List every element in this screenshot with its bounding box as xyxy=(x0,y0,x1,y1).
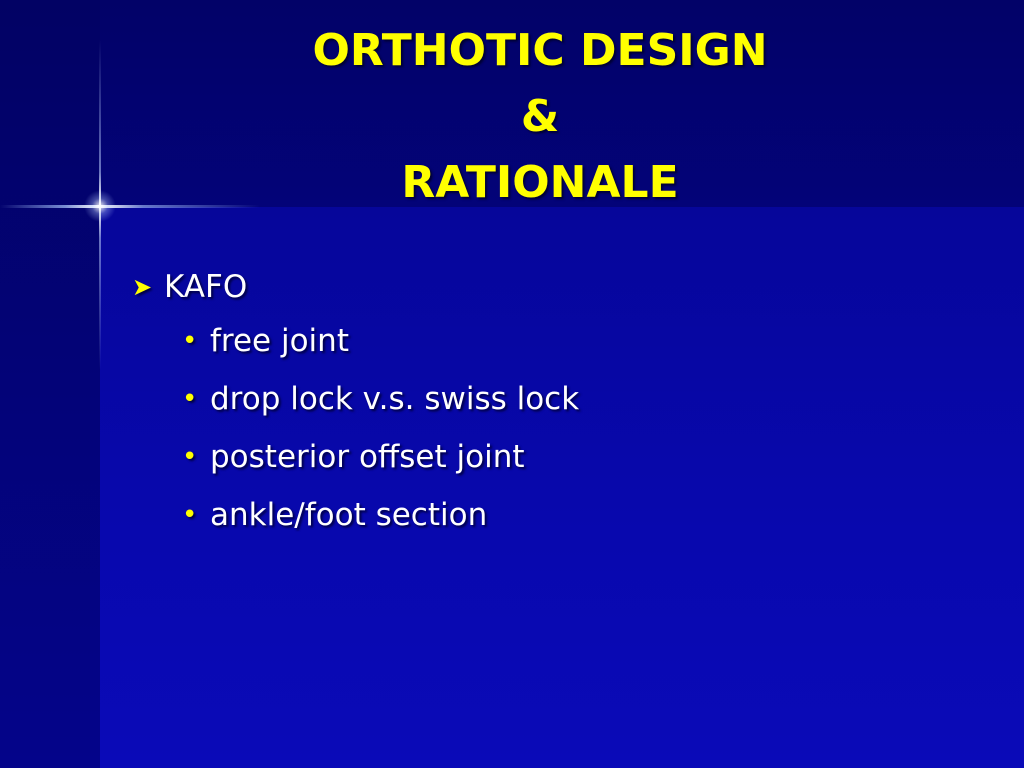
dot-bullet-icon: • xyxy=(182,326,198,356)
subbullet-item xyxy=(182,370,992,428)
dot-bullet-icon: • xyxy=(182,500,198,530)
subbullet-item xyxy=(182,428,992,486)
subbullet-text: posterior offset joint xyxy=(210,439,525,475)
subbullet-text: ankle/foot section xyxy=(210,497,488,533)
title-line-3: RATIONALE xyxy=(401,157,679,208)
subbullet-text: free joint xyxy=(210,323,349,359)
arrow-bullet-icon: ➤ xyxy=(132,273,153,301)
background-left-band xyxy=(0,0,100,768)
bullet-kafo xyxy=(132,262,992,312)
title-line-2: & xyxy=(520,91,560,142)
bullet-label: KAFO xyxy=(164,269,248,305)
dot-bullet-icon: • xyxy=(182,442,198,472)
subbullet-item xyxy=(182,312,992,370)
slide-title xyxy=(130,18,950,216)
dot-bullet-icon: • xyxy=(182,384,198,414)
title-line-1: ORTHOTIC DESIGN xyxy=(312,25,768,76)
subbullet-item xyxy=(182,486,992,544)
slide-body xyxy=(132,262,992,544)
subbullet-text: drop lock v.s. swiss lock xyxy=(210,381,580,417)
light-flare-glow xyxy=(84,190,116,222)
